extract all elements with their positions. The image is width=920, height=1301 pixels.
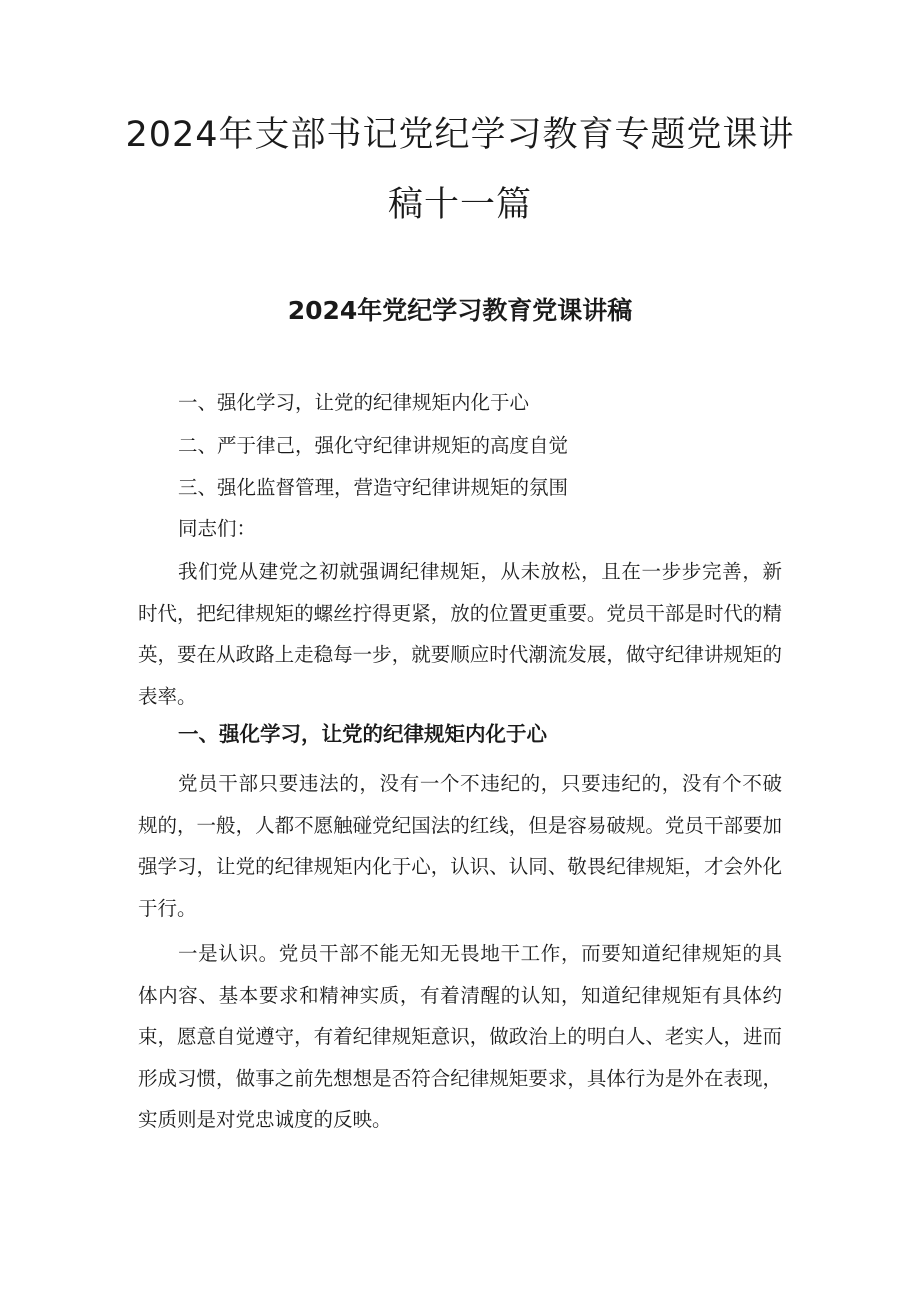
section-1-paragraph-2: 一是认识。党员干部不能无知无畏地干工作，而要知道纪律规矩的具体内容、基本要求和精神实质，有着清醒的认知，知道纪律规矩有具体约束，愿意自觉遵守，有着纪律规矩意识，做政治上的明白人、老实人，进而形成习惯，做事之前先想想是否符合纪律规矩要求，具体行为是外在表现，实质则是对党忠诚度的反映。 [138,942,782,1131]
speech-subtitle: 2024年党纪学习教育党课讲稿 [287,296,633,325]
document-title-line2: 稿十一篇 [387,185,532,225]
section-1-paragraph-1: 党员干部只要违法的，没有一个不违纪的，只要违纪的，没有个不破规的，一般，人都不愿触碰党纪国法的红线，但是容易破规。党员干部要加强学习，让党的纪律规矩内化于心，认识、认同、敬畏纪律规矩，才会外化于行。 [138,772,782,920]
salutation: 同志们： [178,517,257,540]
outline-item-2: 二、严于律己，强化守纪律讲规矩的高度自觉 [178,434,569,457]
intro-paragraph: 我们党从建党之初就强调纪律规矩，从未放松，且在一步步完善，新时代，把纪律规矩的螺丝拧得更紧，放的位置更重要。党员干部是时代的精英，要在从政路上走稳每一步，就要顺应时代潮流发展，做守纪律讲规矩的表率。 [138,560,782,708]
section-1-heading: 一、强化学习，让党的纪律规矩内化于心 [178,722,547,746]
document-title-line1: 2024年支部书记党纪学习教育专题党课讲 [125,115,795,155]
outline-item-1: 一、强化学习，让党的纪律规矩内化于心 [178,391,530,414]
outline-item-3: 三、强化监督管理，营造守纪律讲规矩的氛围 [178,476,569,499]
